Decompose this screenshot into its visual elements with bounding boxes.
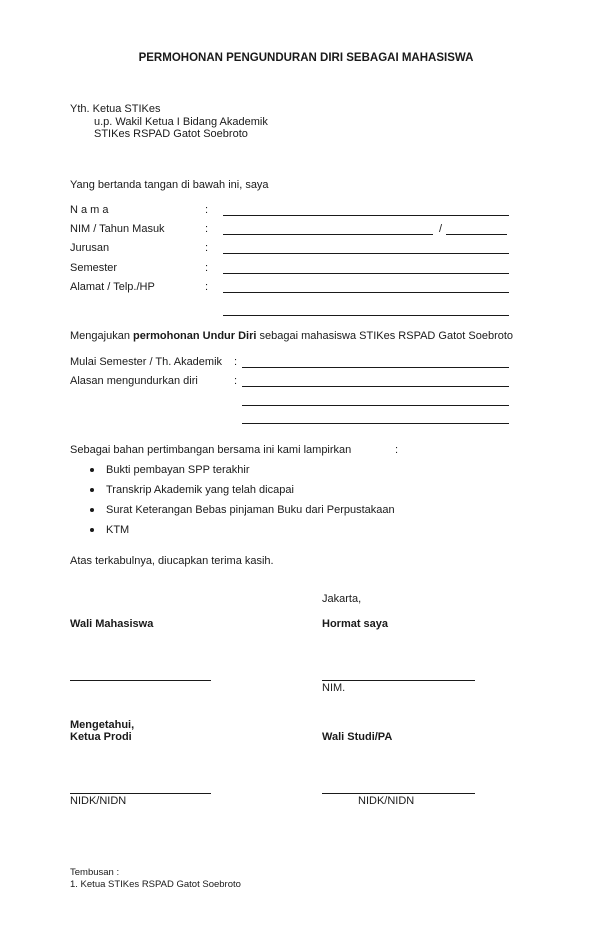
place-date: Jakarta, bbox=[322, 593, 362, 605]
field-label-jurusan: Jurusan bbox=[70, 242, 110, 254]
field-line-alasan[interactable] bbox=[242, 386, 509, 387]
field-label-alamat: Alamat / Telp./HP bbox=[70, 281, 155, 293]
nidk-right-label: NIDK/NIDN bbox=[358, 795, 415, 807]
request-bold: permohonan Undur Diri bbox=[133, 330, 257, 342]
tembusan-item: 1. Ketua STIKes RSPAD Gatot Soebroto bbox=[70, 879, 241, 890]
closing-text: Atas terkabulnya, diucapkan terima kasih. bbox=[70, 555, 274, 567]
bullet-icon bbox=[90, 528, 94, 532]
field-label-semester: Semester bbox=[70, 262, 118, 274]
bullet-icon bbox=[90, 508, 94, 512]
attachment-item: KTM bbox=[106, 524, 130, 536]
document-title: PERMOHONAN PENGUNDURAN DIRI SEBAGAI MAHASISWA bbox=[138, 52, 474, 64]
intro-text: Yang bertanda tangan di bawah ini, saya bbox=[70, 179, 269, 191]
field-colon: : bbox=[234, 375, 238, 387]
field-colon: : bbox=[205, 262, 209, 274]
addressee-line-3: STIKes RSPAD Gatot Soebroto bbox=[94, 128, 248, 140]
signature-line-wali-studi[interactable] bbox=[322, 793, 475, 794]
field-colon: : bbox=[234, 356, 238, 368]
field-line-mulai-semester[interactable] bbox=[242, 367, 509, 368]
field-line-jurusan[interactable] bbox=[223, 253, 509, 254]
signature-line-wali-mahasiswa[interactable] bbox=[70, 680, 211, 681]
ketua-prodi-label: Ketua Prodi bbox=[70, 731, 132, 743]
field-colon: : bbox=[205, 281, 209, 293]
addressee-line-2: u.p. Wakil Ketua I Bidang Akademik bbox=[94, 116, 268, 128]
field-colon: : bbox=[205, 242, 209, 254]
addressee-line-1: Yth. Ketua STIKes bbox=[70, 103, 161, 115]
field-line-alamat[interactable] bbox=[223, 292, 509, 293]
mengetahui-label: Mengetahui, bbox=[70, 719, 135, 731]
field-separator: / bbox=[439, 223, 443, 235]
field-label-mulai-semester: Mulai Semester / Th. Akademik bbox=[70, 356, 223, 368]
field-colon: : bbox=[205, 223, 209, 235]
tembusan-label: Tembusan : bbox=[70, 867, 120, 878]
field-label-nama: N a m a bbox=[70, 204, 109, 216]
request-text bbox=[70, 330, 513, 343]
attachments-colon: : bbox=[395, 444, 399, 456]
nim-label: NIM. bbox=[322, 682, 346, 694]
field-line-alasan-2[interactable] bbox=[242, 405, 509, 406]
wali-studi-label: Wali Studi/PA bbox=[322, 731, 393, 743]
wali-mahasiswa-label: Wali Mahasiswa bbox=[70, 618, 154, 630]
field-line-alamat-2[interactable] bbox=[223, 315, 509, 316]
field-colon: : bbox=[205, 204, 209, 216]
signature-line-ketua-prodi[interactable] bbox=[70, 793, 211, 794]
attachment-item: Surat Keterangan Bebas pinjaman Buku dari Perpustakaan bbox=[106, 504, 395, 516]
field-line-nim[interactable] bbox=[223, 234, 433, 235]
field-label-alasan: Alasan mengundurkan diri bbox=[70, 375, 198, 387]
nidk-left-label: NIDK/NIDN bbox=[70, 795, 127, 807]
attachment-item: Transkrip Akademik yang telah dicapai bbox=[106, 484, 294, 496]
field-line-nama[interactable] bbox=[223, 215, 509, 216]
attachments-intro: Sebagai bahan pertimbangan bersama ini kami lampirkan bbox=[70, 444, 352, 456]
bullet-icon bbox=[90, 488, 94, 492]
field-line-semester[interactable] bbox=[223, 273, 509, 274]
field-line-alasan-3[interactable] bbox=[242, 423, 509, 424]
request-suffix: sebagai mahasiswa STIKes RSPAD Gatot Soebroto bbox=[256, 330, 514, 342]
field-label-nim: NIM / Tahun Masuk bbox=[70, 223, 165, 235]
attachment-item: Bukti pembayan SPP terakhir bbox=[106, 464, 250, 476]
signature-line-hormat-saya[interactable] bbox=[322, 680, 475, 681]
request-prefix: Mengajukan bbox=[70, 330, 133, 342]
hormat-saya-label: Hormat saya bbox=[322, 618, 389, 630]
bullet-icon bbox=[90, 468, 94, 472]
field-line-tahun-masuk[interactable] bbox=[446, 234, 507, 235]
